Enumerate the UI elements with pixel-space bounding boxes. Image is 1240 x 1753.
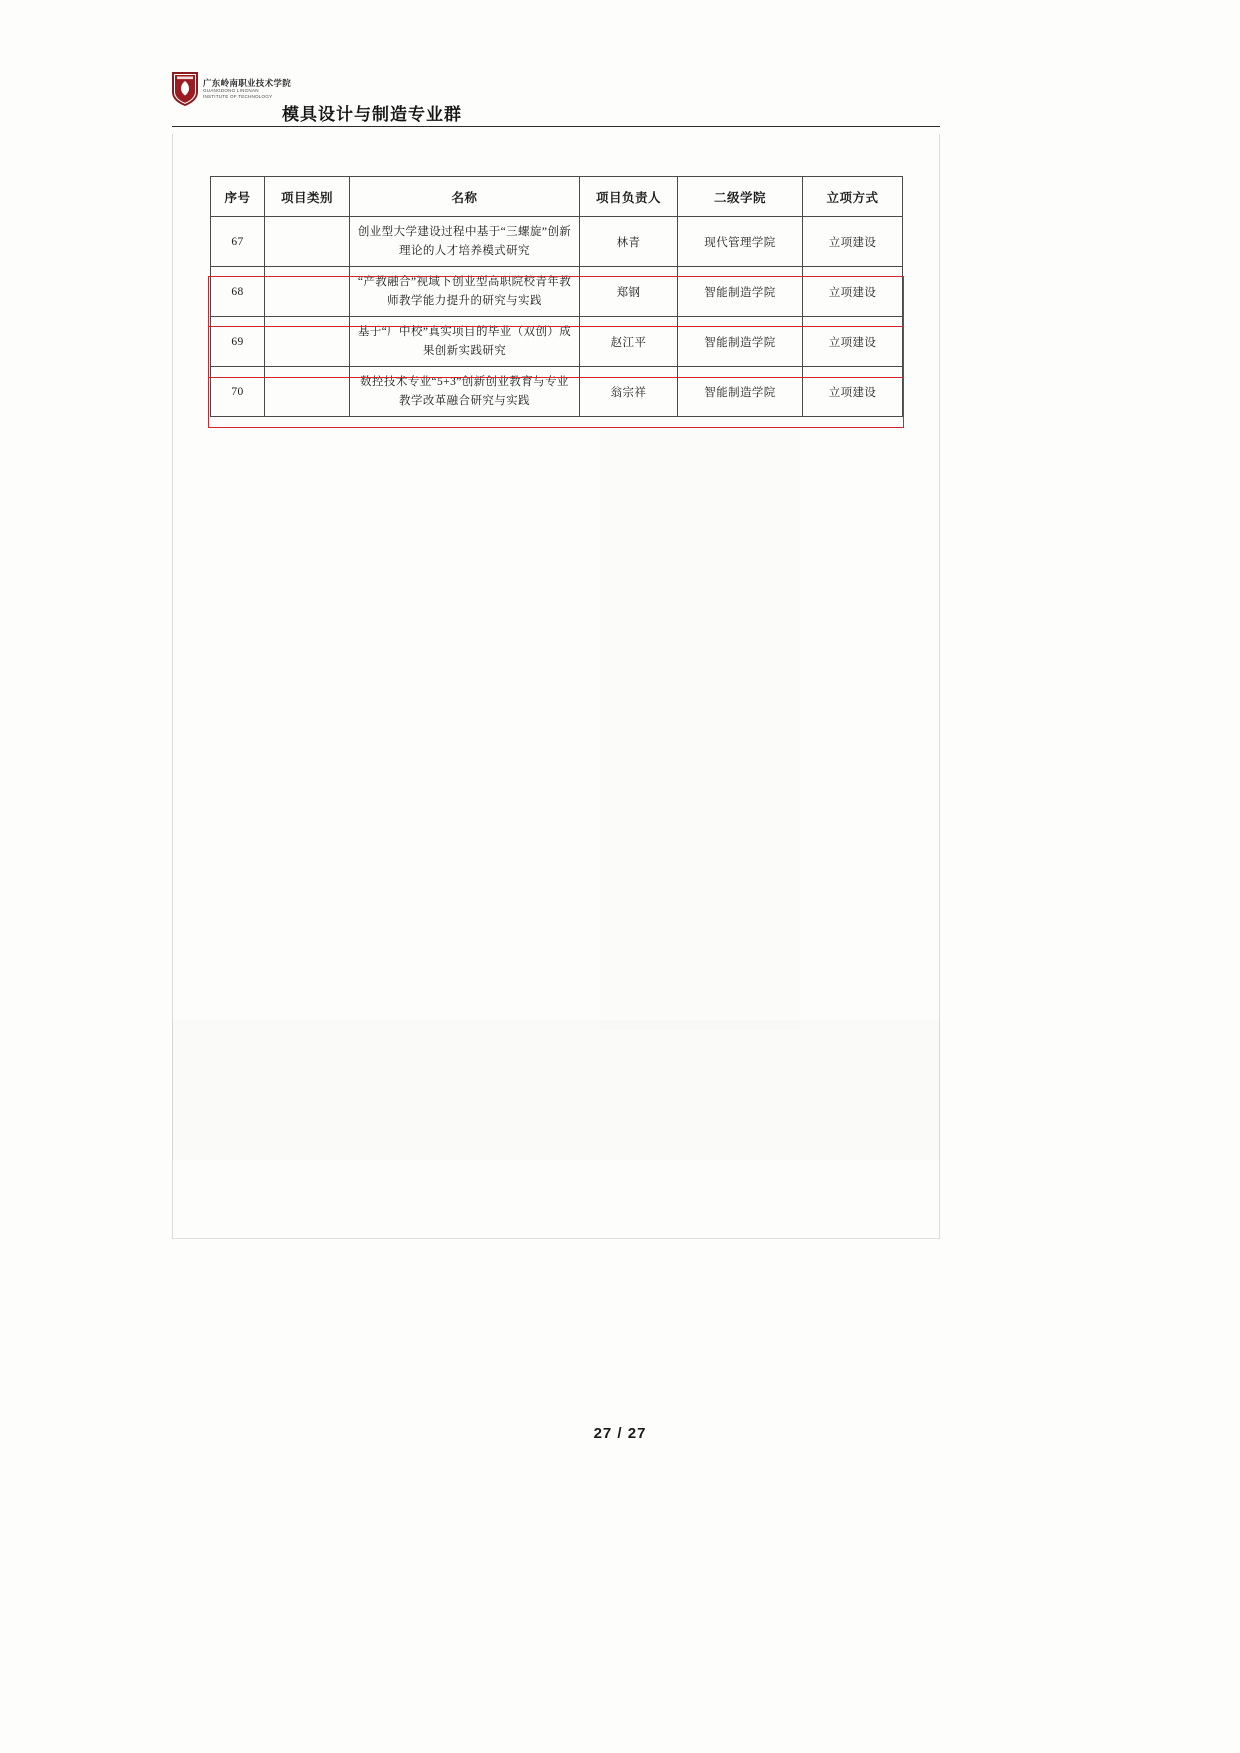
institution-logo [172, 72, 291, 106]
cell-owner: 翁宗祥 [580, 367, 678, 417]
cell-name: 基于“厂中校”真实项目的毕业（双创）成果创新实践研究 [350, 317, 580, 367]
table-header-row [211, 177, 903, 217]
logo-name-en-1: GUANGDONG LINGNAN [203, 87, 259, 93]
column-header-name: 名称 [350, 177, 580, 217]
cell-owner: 赵江平 [580, 317, 678, 367]
page-header [172, 68, 940, 130]
column-header-dept: 二级学院 [678, 177, 803, 217]
cell-name: 数控技术专业“5+3”创新创业教育与专业教学改革融合研究与实践 [350, 367, 580, 417]
cell-mode: 立项建设 [803, 317, 903, 367]
page-number: 27 / 27 [593, 1425, 647, 1442]
header-divider [172, 126, 940, 127]
column-header-mode: 立项方式 [803, 177, 903, 217]
cell-mode: 立项建设 [803, 267, 903, 317]
cell-index: 68 [211, 267, 265, 317]
cell-index: 70 [211, 367, 265, 417]
page-footer [0, 1425, 1240, 1442]
project-table [210, 176, 903, 417]
cell-owner: 郑钢 [580, 267, 678, 317]
page-title: 模具设计与制造专业群 [282, 105, 462, 124]
shield-icon [172, 72, 198, 106]
table-row [211, 317, 903, 367]
cell-name: “产教融合”视域下创业型高职院校青年教师教学能力提升的研究与实践 [350, 267, 580, 317]
logo-wordmark [203, 79, 291, 100]
cell-dept: 智能制造学院 [678, 367, 803, 417]
cell-index: 67 [211, 217, 265, 267]
cell-dept: 现代管理学院 [678, 217, 803, 267]
column-header-index: 序号 [211, 177, 265, 217]
cell-dept: 智能制造学院 [678, 267, 803, 317]
project-table-container [210, 176, 902, 417]
cell-owner: 林青 [580, 217, 678, 267]
cell-category [265, 317, 350, 367]
logo-name-cn: 广东岭南职业技术学院 [203, 77, 292, 88]
cell-category [265, 367, 350, 417]
cell-index: 69 [211, 317, 265, 367]
cell-name: 创业型大学建设过程中基于“三螺旋”创新理论的人才培养模式研究 [350, 217, 580, 267]
cell-dept: 智能制造学院 [678, 317, 803, 367]
table-row [211, 367, 903, 417]
cell-mode: 立项建设 [803, 367, 903, 417]
cell-mode: 立项建设 [803, 217, 903, 267]
table-row [211, 267, 903, 317]
logo-name-en-2: INSTITUTE OF TECHNOLOGY [203, 93, 273, 99]
cell-category [265, 267, 350, 317]
column-header-owner: 项目负责人 [580, 177, 678, 217]
cell-category [265, 217, 350, 267]
table-row [211, 217, 903, 267]
column-header-category: 项目类别 [265, 177, 350, 217]
